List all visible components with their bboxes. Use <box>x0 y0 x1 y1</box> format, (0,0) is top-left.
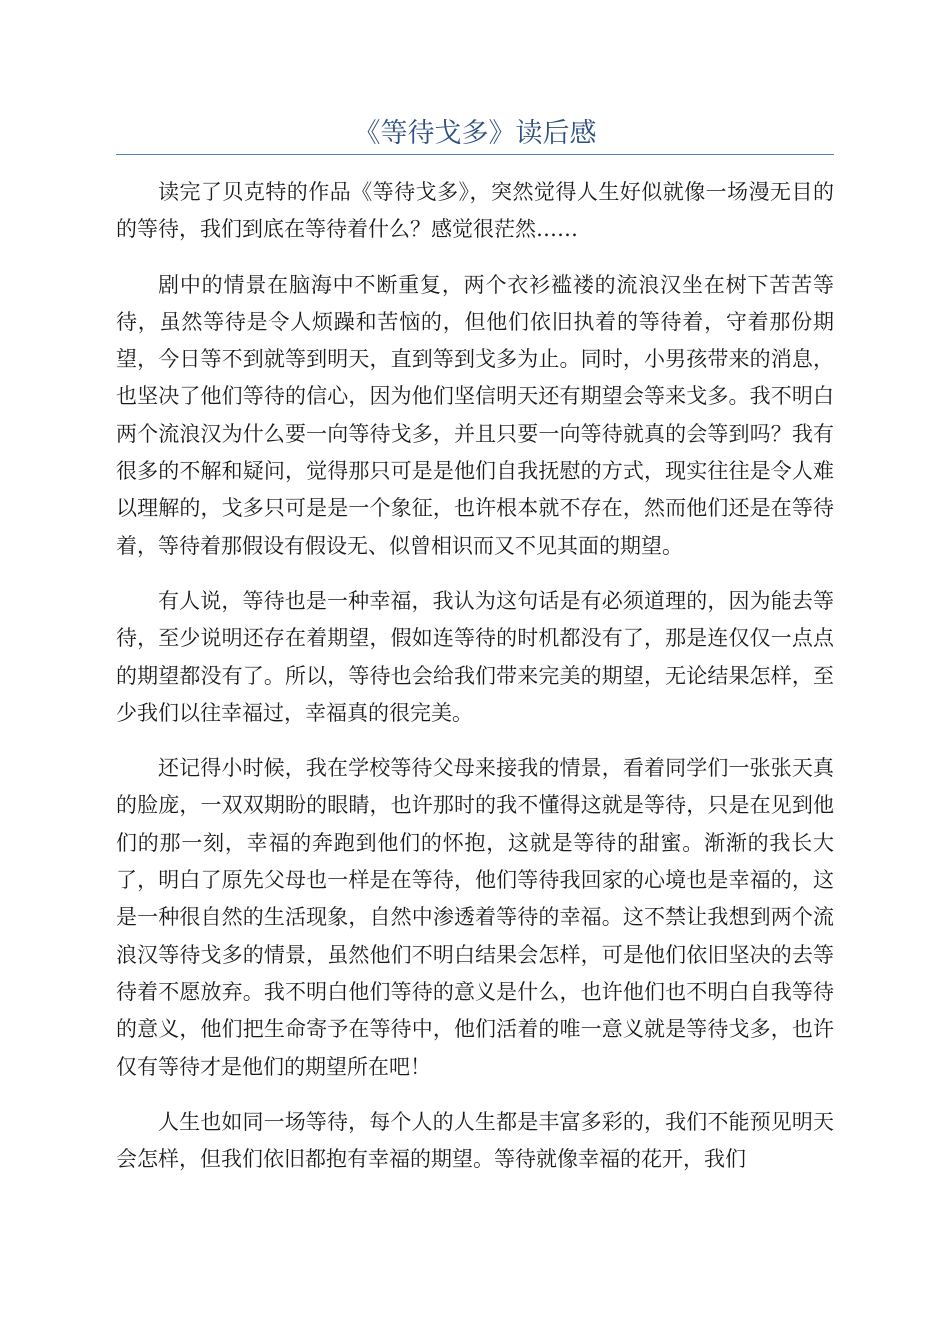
paragraph-3: 有人说，等待也是一种幸福，我认为这句话是有必须道理的，因为能去等待，至少说明还存在着期望，假如连等待的时机都没有了，那是连仅仅一点点的期望都没有了。所以，等待也会给我们带来完美的期望，无论结果怎样，至少我们以往幸福过，幸福真的很完美。 <box>116 588 834 725</box>
page-title: 《等待戈多》读后感 <box>353 118 597 149</box>
paragraph-1: 读完了贝克特的作品《等待戈多》，突然觉得人生好似就像一场漫无目的的等待，我们到底在等待着什么？感觉很茫然…… <box>116 180 834 242</box>
paragraph-4: 还记得小时候，我在学校等待父母来接我的情景，看着同学们一张张天真的脸庞，一双双期盼的眼睛，也许那时的我不懂得这就是等待，只是在见到他们的那一刻，幸福的奔跑到他们的怀抱，这就是等待的甜蜜。渐渐的我长大了，明白了原先父母也一样是在等待，他们等待我回家的心境也是幸福的，这是一种很自然的生活现象，自然中渗透着等待的幸福。这不禁让我想到两个流浪汉等待戈多的情景，虽然他们不明白结果会怎样，可是他们依旧坚决的去等待着不愿放弃。我不明白他们等待的意义是什么，也许他们也不明白自我等待的意义，他们把生命寄予在等待中，他们活着的唯一意义就是等待戈多，也许仅有等待才是他们的期望所在吧！ <box>116 756 834 1079</box>
title-underline <box>116 154 834 155</box>
paragraph-5: 人生也如同一场等待，每个人的人生都是丰富多彩的，我们不能预见明天会怎样，但我们依旧都抱有幸福的期望。等待就像幸福的花开，我们 <box>116 1109 834 1172</box>
paragraph-2: 剧中的情景在脑海中不断重复，两个衣衫褴褛的流浪汉坐在树下苦苦等待，虽然等待是令人烦躁和苦恼的，但他们依旧执着的等待着，守着那份期望，今日等不到就等到明天，直到等到戈多为止。同时，小男孩带来的消息，也坚决了他们等待的信心，因为他们坚信明天还有期望会等来戈多。我不明白两个流浪汉为什么要一向等待戈多，并且只要一向等待就真的会等到吗？我有很多的不解和疑问，觉得那只可是是他们自我抚慰的方式，现实往往是令人难以理解的，戈多只可是是一个象征，也许根本就不存在，然而他们还是在等待着，等待着那假设有假设无、似曾相识而又不见其面的期望。 <box>116 272 834 558</box>
document-body <box>116 174 834 1196</box>
